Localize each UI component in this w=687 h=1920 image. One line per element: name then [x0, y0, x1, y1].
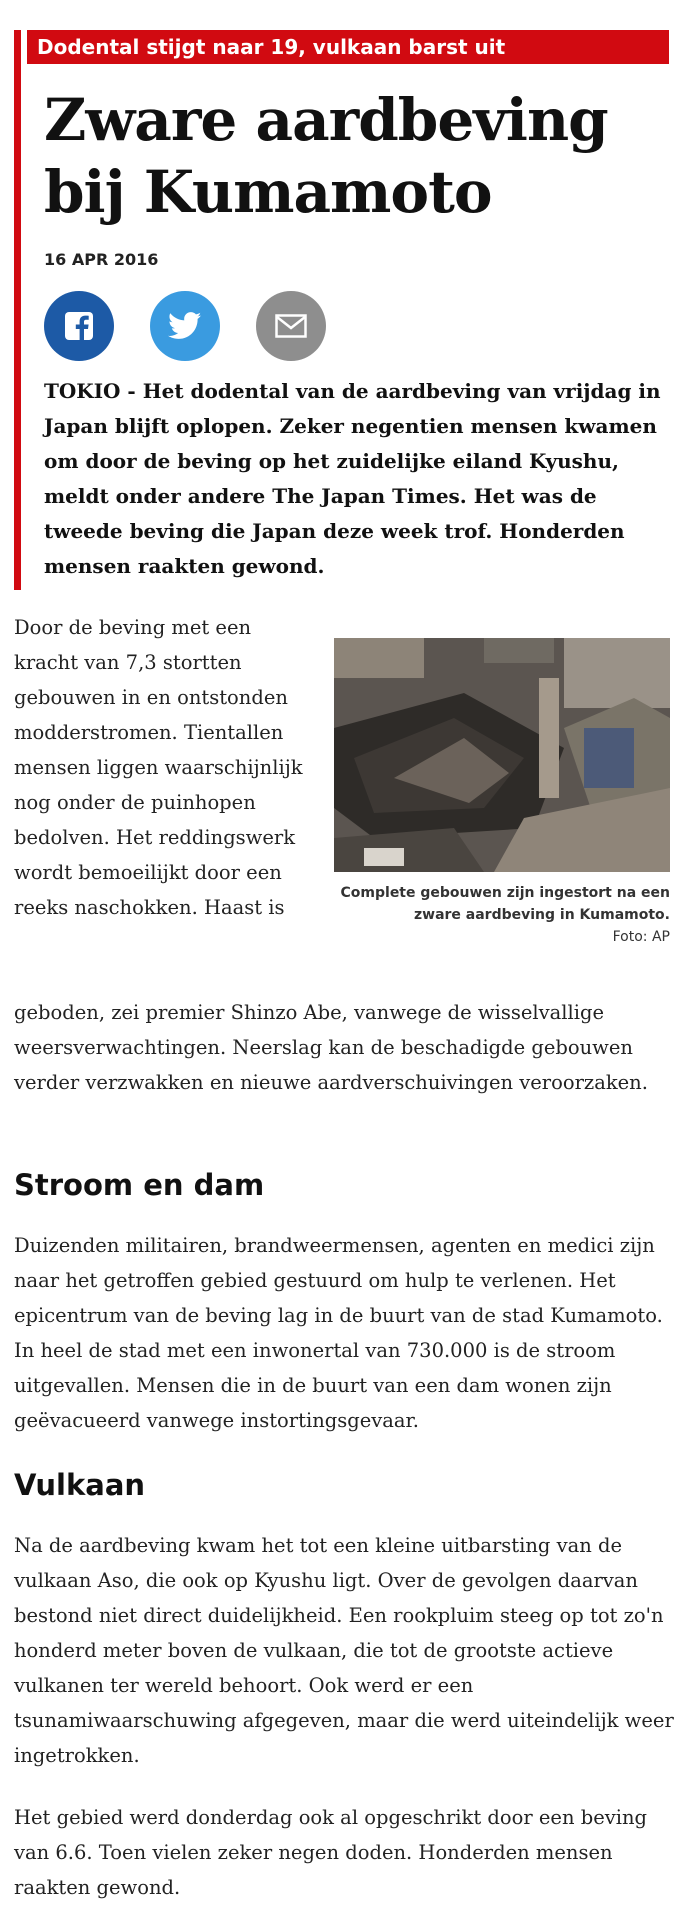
paragraph-1-continued: geboden, zei premier Shinzo Abe, vanwege de wisselvallige weersverwachtingen. Neerslag kan de beschadigde gebouwen verder verzwakken en nieuwe aardverschuivingen veroorzaken. — [14, 1001, 648, 1094]
facebook-share-button[interactable] — [44, 291, 114, 361]
paragraph-1-wrapped: Door de beving met een kracht van 7,3 stortten gebouwen in en ontstonden modderstromen. Tientallen mensen liggen waarschijnlijk nog onder de puinhopen bedolven. Het reddingswerk wordt bemoeilijkt door een reeks naschokken. Haast is — [14, 616, 303, 919]
section-heading-vulkaan: Vulkaan — [14, 1468, 146, 1502]
email-share-button[interactable] — [256, 291, 326, 361]
photo-caption: Complete gebouwen zijn ingestort na een zware aardbeving in Kumamoto. — [340, 885, 670, 923]
facebook-icon — [64, 311, 94, 341]
publish-date: 16 APR 2016 — [44, 250, 159, 269]
paragraph-vulkaan: Na de aardbeving kwam het tot een kleine uitbarsting van de vulkaan Aso, die ook op Kyushu ligt. Over de gevolgen daarvan bestond niet direct duidelijkheid. Een rookpluim steeg op tot zo'n honderd meter boven de vulkaan, die tot de grootste actieve vulkanen ter wereld behoort. Ook werd er een tsunamiwaarschuwing afgegeven, maar die werd uiteindelijk weer ingetrokken. — [14, 1534, 674, 1767]
photo-credit: Foto: AP — [612, 929, 670, 945]
envelope-icon — [275, 314, 307, 338]
earthquake-photo[interactable] — [334, 638, 670, 872]
paragraph-stroom: Duizenden militairen, brandweermensen, agenten en medici zijn naar het getroffen gebied gestuurd om hulp te verlenen. Het epicentrum van de beving lag in de buurt van de stad Kumamoto. In heel de stad met een inwonertal van 730.000 is de stroom uitgevallen. Mensen die in de buurt van een dam wonen zijn geëvacueerd vanwege instortingsgevaar. — [14, 1234, 663, 1432]
twitter-share-button[interactable] — [150, 291, 220, 361]
share-bar — [44, 291, 326, 361]
accent-bar — [14, 30, 21, 590]
headline: Zware aardbeving bij Kumamoto — [44, 86, 608, 226]
lead-paragraph: TOKIO - Het dodental van de aardbeving van vrijdag in Japan blijft oplopen. Zeker negentien mensen kwamen om door de beving op het zuidelijke eiland Kyushu, meldt onder andere The Japan Times. Het was de tweede beving die Japan deze week trof. Honderden mensen raakten gewond. — [44, 379, 661, 578]
article-figure — [334, 638, 670, 948]
section-heading-stroom: Stroom en dam — [14, 1168, 265, 1202]
twitter-icon — [168, 312, 202, 340]
kicker-banner: Dodental stijgt naar 19, vulkaan barst uit — [27, 30, 669, 64]
paragraph-last: Het gebied werd donderdag ook al opgeschrikt door een beving van 6.6. Toen vielen zeker negen doden. Honderden mensen raakten gewond. — [14, 1806, 648, 1899]
